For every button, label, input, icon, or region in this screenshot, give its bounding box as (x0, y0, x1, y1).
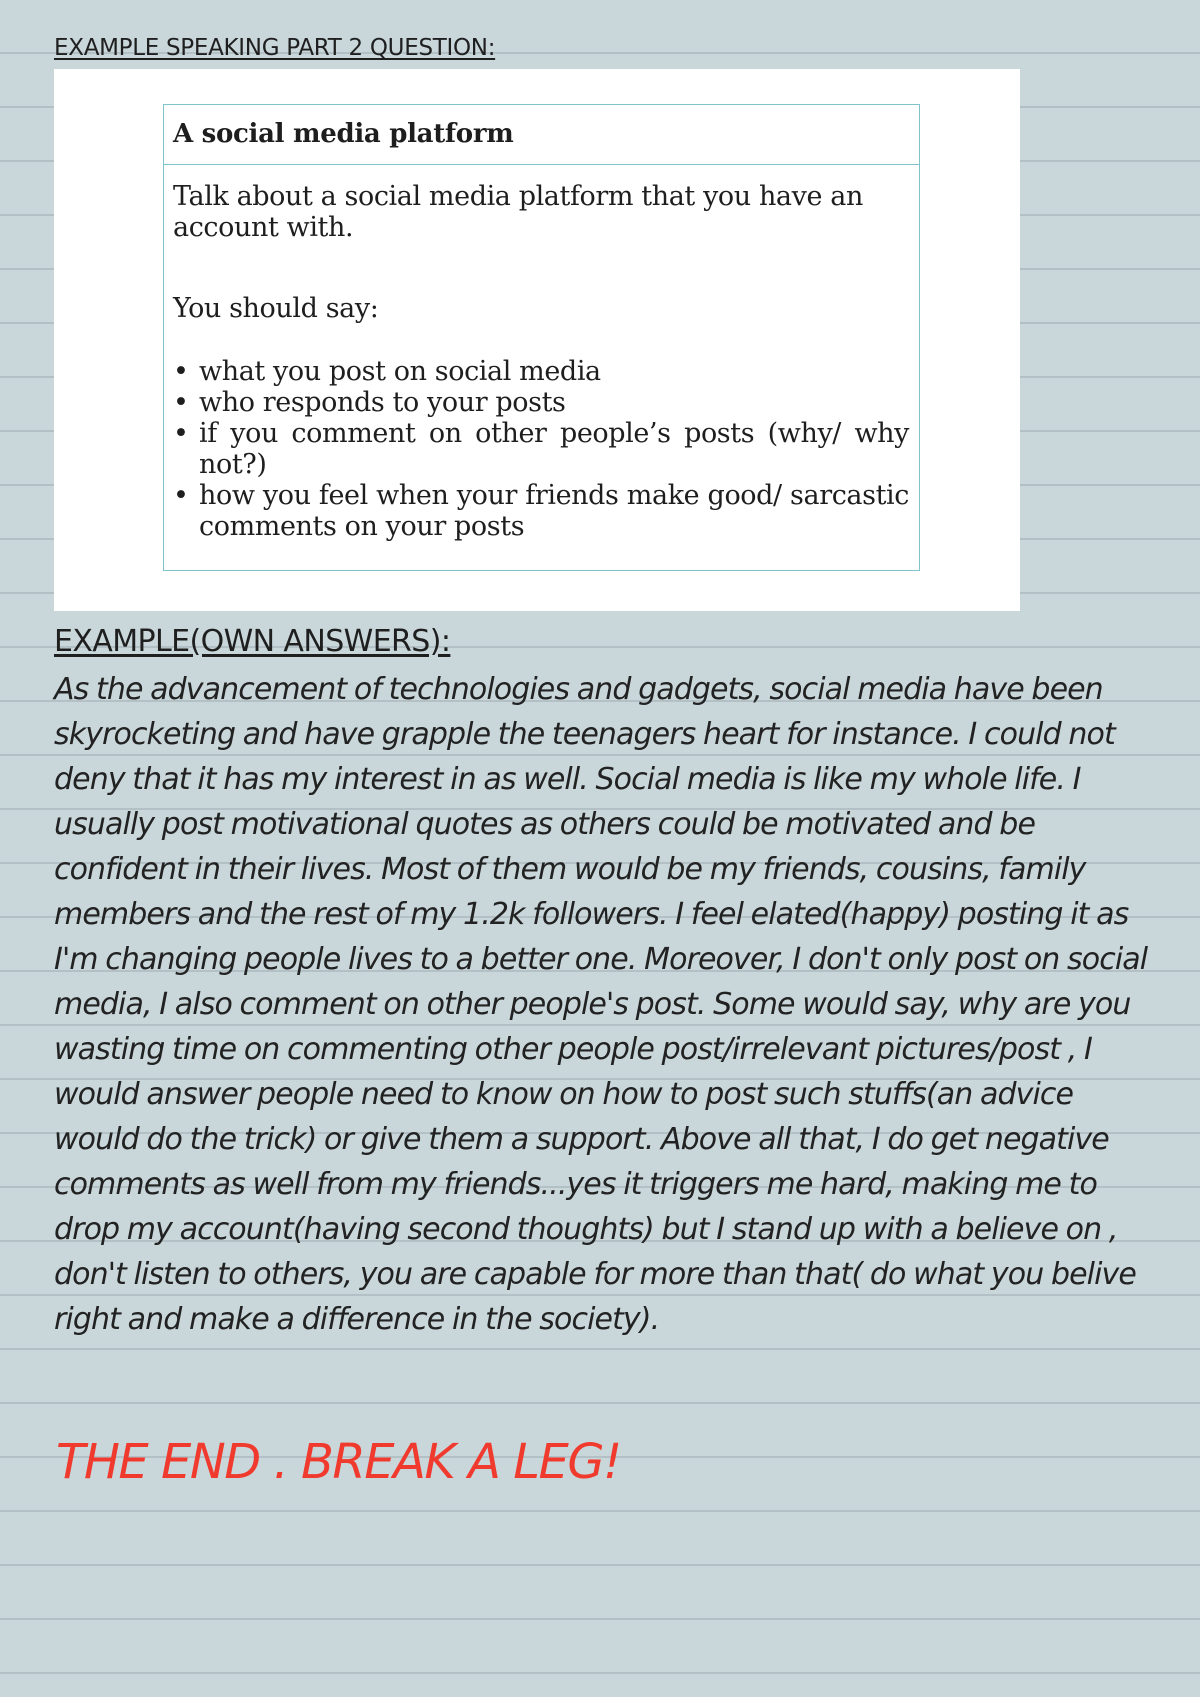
bullet-icon: • (173, 387, 189, 418)
cue-card-bullet-text: if you comment on other people’s posts (why/ why not?) (199, 418, 909, 480)
answer-heading: EXAMPLE(OWN ANSWERS): (54, 624, 451, 659)
cue-card-bullet (173, 356, 909, 387)
cue-card-bullet (173, 480, 909, 542)
bullet-icon: • (173, 418, 189, 449)
closing-text: THE END . BREAK A LEG! (56, 1434, 621, 1490)
cue-card-bullet-text: how you feel when your friends make good/ sarcastic comments on your posts (199, 480, 909, 542)
bullet-icon: • (173, 356, 189, 387)
cue-card-should-say: You should say: (173, 293, 379, 324)
cue-card-bullet-text: what you post on social media (199, 356, 601, 387)
bullet-icon: • (173, 480, 189, 511)
cue-card-bullet-list (164, 324, 919, 542)
answer-paragraph: As the advancement of technologies and gadgets, social media have been skyrocketing and have grapple the teenagers heart for instance. I could not deny that it has my interest in as well. Social media is like my whole life. I usually post motivational quotes as others could be motivated and be confident in their lives. Most of them would be my friends, cousins, family members and the rest of my 1.2k followers. I feel elated(happy) posting it as I'm changing people lives to a better one. Moreover, I don't only post on social media, I also comment on other people's post. Some would say, why are you wasting time on commenting other people post/irrelevant pictures/post , I would answer people need to know on how to post such stuffs(an advice would do the trick) or give them a support. Above all that, I do get negative comments as well from my friends...yes it triggers me hard, making me to drop my account(having second thoughts) but I stand up with a believe on , don't listen to others, you are capable for more than that( do what you belive right and make a difference in the society). (54, 672, 1148, 1337)
cue-card-bullet-text: who responds to your posts (199, 387, 566, 418)
cue-card-title: A social media platform (164, 105, 919, 165)
cue-card-bullet (173, 418, 909, 480)
cue-card-bullet (173, 387, 909, 418)
cue-card-prompt: Talk about a social media platform that you have an account with. (173, 181, 863, 243)
question-heading: EXAMPLE SPEAKING PART 2 QUESTION: (54, 35, 496, 61)
cue-card (163, 104, 920, 571)
